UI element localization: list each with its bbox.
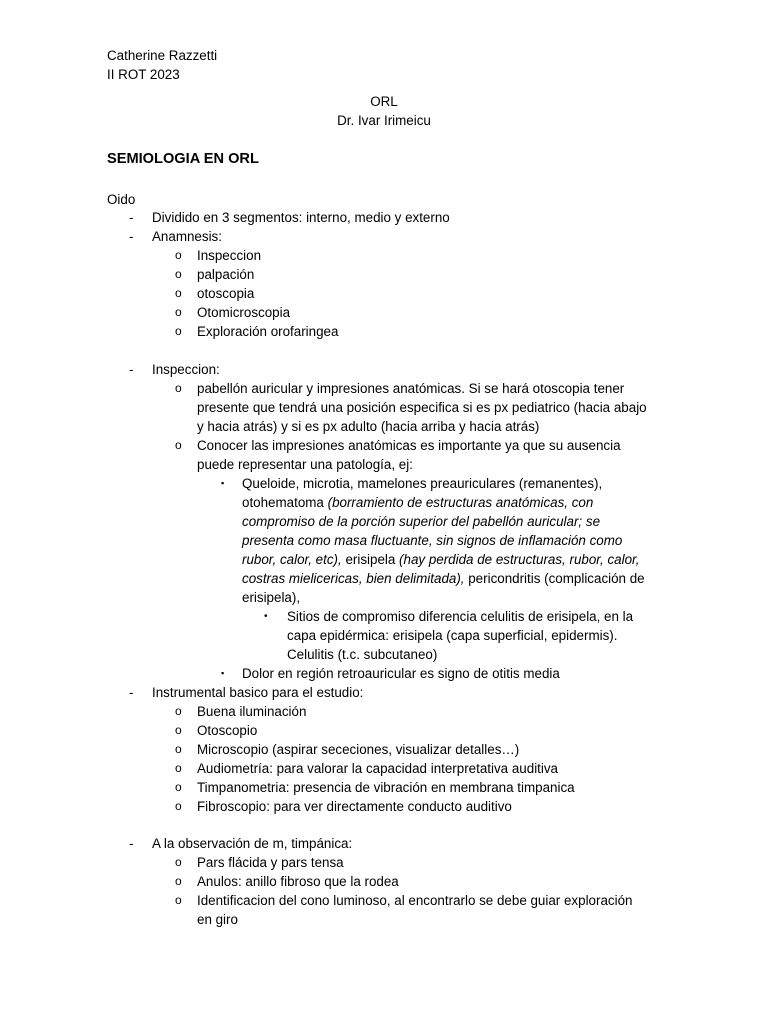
course-label: II ROT 2023 [107, 67, 180, 82]
list-item: Exploración orofaringea [197, 324, 339, 339]
text-run: otohematoma [242, 495, 328, 510]
dash-bullet: - [129, 229, 134, 244]
circle-bullet: o [175, 704, 182, 718]
paragraph-line: en giro [197, 912, 238, 927]
italic-run: compromiso de la porción superior del pabellón auricular; se [242, 514, 601, 529]
circle-bullet: o [175, 893, 182, 907]
circle-bullet: o [175, 267, 182, 281]
circle-bullet: o [175, 761, 182, 775]
circle-bullet: o [175, 248, 182, 262]
section-heading: Oido [107, 192, 136, 207]
italic-run: (hay perdida de estructuras, rubor, calor, [399, 552, 640, 567]
text-run: pericondritis (complicación de [464, 571, 645, 586]
square-bullet: ▪ [221, 478, 225, 488]
list-item: Pars flácida y pars tensa [197, 855, 344, 870]
circle-bullet: o [175, 286, 182, 300]
dash-bullet: - [129, 836, 134, 851]
paragraph-line: pabellón auricular y impresiones anatómicas. Si se hará otoscopia tener [197, 381, 625, 396]
subject-heading: ORL [370, 94, 398, 109]
paragraph-line: Celulitis (t.c. subcutaneo) [287, 647, 438, 662]
paragraph-line [242, 512, 600, 531]
circle-bullet: o [175, 874, 182, 888]
professor-name: Dr. Ivar Irimeicu [337, 113, 431, 128]
paragraph-line: Dolor en región retroauricular es signo de otitis media [242, 666, 560, 681]
circle-bullet: o [175, 381, 182, 395]
paragraph-line [242, 493, 593, 512]
list-item: Buena iluminación [197, 704, 307, 719]
paragraph-line [242, 531, 622, 550]
list-item: Anamnesis: [152, 229, 222, 244]
circle-bullet: o [175, 324, 182, 338]
dot-bullet: • [264, 611, 268, 622]
italic-run: (borramiento de estructuras anatómicas, con [327, 495, 594, 510]
list-item: Inspeccion [197, 248, 262, 263]
paragraph-line [242, 550, 639, 569]
italic-run: presenta como masa fluctuante, sin signos de inflamación como [242, 533, 623, 548]
paragraph-line: y hacia atrás) y si es px adulto (hacia arriba y hacia atrás) [197, 419, 540, 434]
list-item: Audiometría: para valorar la capacidad interpretativa auditiva [197, 761, 559, 776]
list-item: otoscopia [197, 286, 255, 301]
paragraph-line: Identificacion del cono luminoso, al encontrarlo se debe guiar exploración [197, 893, 633, 908]
italic-run: costras mielicericas, bien delimitada), [242, 571, 465, 586]
document-title: SEMIOLOGIA EN ORL [107, 151, 259, 167]
list-item: Otoscopio [197, 723, 258, 738]
list-item: Otomicroscopia [197, 305, 291, 320]
circle-bullet: o [175, 742, 182, 756]
circle-bullet: o [175, 438, 182, 452]
list-item: Timpanometria: presencia de vibración en membrana timpanica [197, 780, 575, 795]
list-item: Dividido en 3 segmentos: interno, medio y externo [152, 210, 450, 225]
paragraph-line: erisipela), [242, 590, 301, 605]
paragraph-line: Conocer las impresiones anatómicas es importante ya que su ausencia [197, 438, 621, 453]
italic-run: rubor, calor, etc), [242, 552, 342, 567]
list-item: Inspeccion: [152, 362, 220, 377]
author-name: Catherine Razzetti [107, 48, 218, 63]
square-bullet: ▪ [221, 668, 225, 678]
list-item: Microscopio (aspirar sececiones, visualizar detalles…) [197, 742, 520, 757]
dash-bullet: - [129, 362, 134, 377]
circle-bullet: o [175, 780, 182, 794]
paragraph-line: presente que tendrá una posición especifica si es px pediatrico (hacia abajo [197, 400, 647, 415]
paragraph-line: Queloide, microtia, mamelones preauriculares (remanentes), [242, 476, 603, 491]
paragraph-line: capa epidérmica: erisipela (capa superficial, epidermis). [287, 628, 618, 643]
paragraph-line: puede representar una patología, ej: [197, 457, 413, 472]
circle-bullet: o [175, 723, 182, 737]
dash-bullet: - [129, 685, 134, 700]
circle-bullet: o [175, 305, 182, 319]
circle-bullet: o [175, 799, 182, 813]
list-item: Instrumental basico para el estudio: [152, 685, 364, 700]
dash-bullet: - [129, 210, 134, 225]
list-item: Anulos: anillo fibroso que la rodea [197, 874, 399, 889]
paragraph-line: Sitios de compromiso diferencia celulitis de erisipela, en la [287, 609, 634, 624]
circle-bullet: o [175, 855, 182, 869]
list-item: Fibroscopio: para ver directamente conducto auditivo [197, 799, 512, 814]
list-item: A la observación de m, timpánica: [152, 836, 353, 851]
paragraph-line [242, 569, 645, 588]
list-item: palpación [197, 267, 255, 282]
text-run: erisipela [341, 552, 400, 567]
